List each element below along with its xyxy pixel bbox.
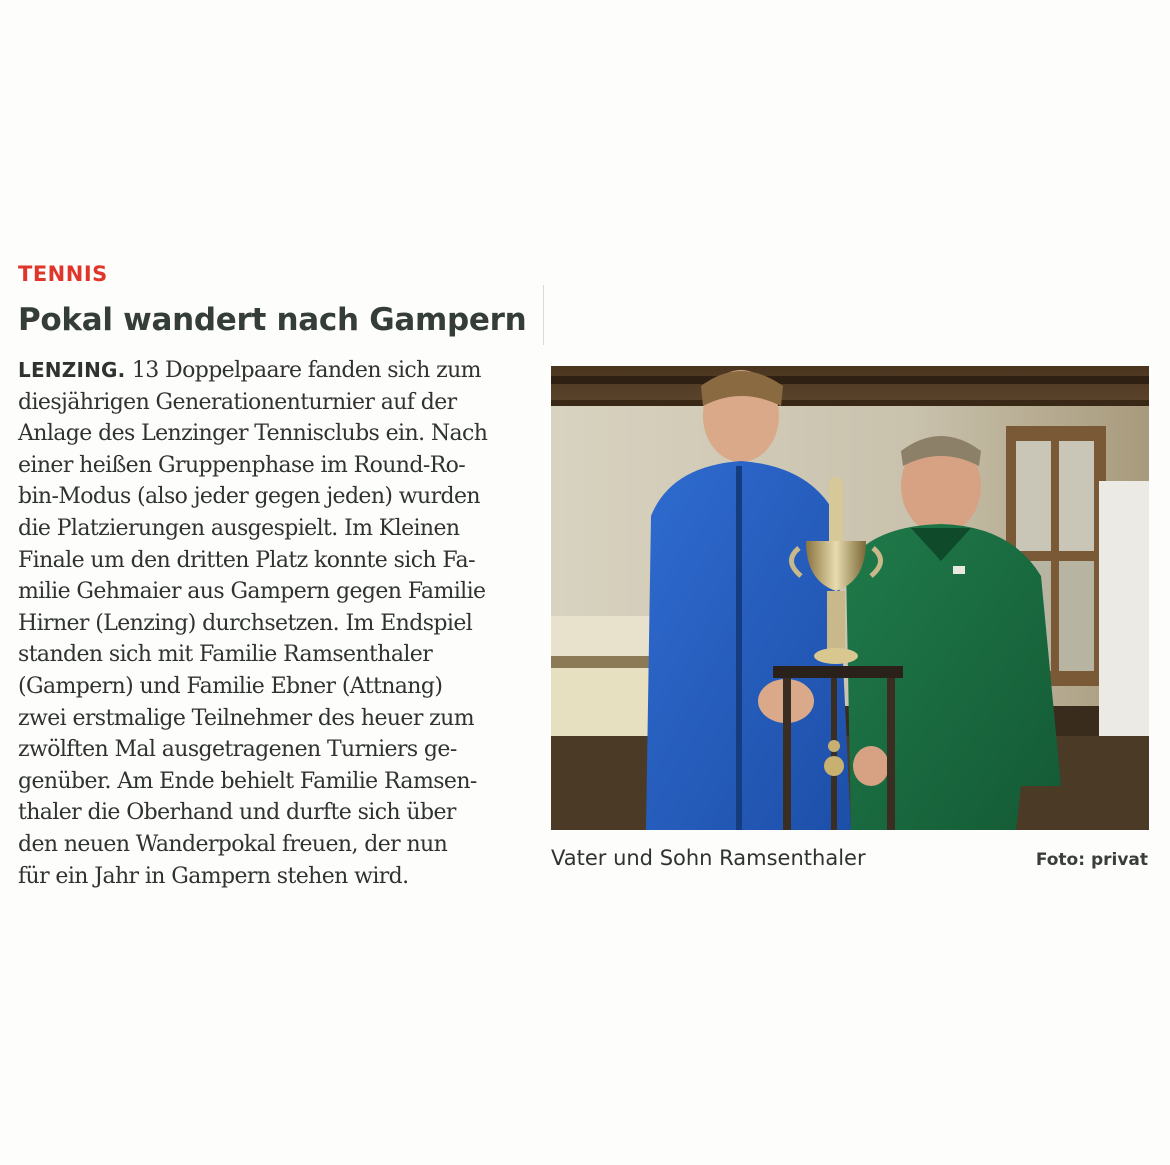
section-kicker: TENNIS	[18, 262, 108, 286]
son-hoodie	[646, 461, 851, 830]
photo-caption: Vater und Sohn Ramsenthaler	[551, 846, 866, 870]
body-line: zwei erstmalige Teilnehmer des heuer zum	[18, 705, 474, 731]
body-line: diesjährigen Generationenturnier auf der	[18, 389, 457, 415]
body-line: zwölften Mal ausgetragenen Turniers ge-	[18, 737, 457, 763]
article-body	[18, 355, 538, 892]
body-line: Finale um den dritten Platz konnte sich Fa-	[18, 547, 475, 573]
body-line: (Gampern) und Familie Ebner (Attnang)	[18, 673, 443, 699]
body-line: milie Gehmaier aus Gampern gegen Familie	[18, 579, 486, 605]
dateline: LENZING.	[18, 358, 126, 382]
trophy-base	[773, 666, 903, 678]
article-photo	[551, 366, 1149, 830]
body-line: genüber. Am Ende behielt Familie Ramsen-	[18, 768, 477, 794]
column-rule	[543, 285, 544, 345]
body-line: bin-Modus (also jeder gegen jeden) wurden	[18, 484, 480, 510]
body-line: standen sich mit Familie Ramsenthaler	[18, 642, 433, 668]
body-line: den neuen Wanderpokal freuen, der nun	[18, 831, 448, 857]
body-line: die Platzierungen ausgespielt. Im Kleinen	[18, 515, 460, 541]
body-line: für ein Jahr in Gampern stehen wird.	[18, 863, 409, 889]
body-line: Hirner (Lenzing) durchsetzen. Im Endspiel	[18, 610, 473, 636]
body-line: thaler die Oberhand und durfte sich über	[18, 800, 456, 826]
body-line: einer heißen Gruppenphase im Round-Ro-	[18, 452, 466, 478]
body-line: Anlage des Lenzinger Tennisclubs ein. Nach	[18, 421, 488, 447]
photo-credit: Foto: privat	[1035, 850, 1148, 870]
body-line: LENZING. 13 Doppelpaare fanden sich zum	[18, 358, 481, 383]
article-headline: Pokal wandert nach Gampern	[18, 302, 527, 338]
